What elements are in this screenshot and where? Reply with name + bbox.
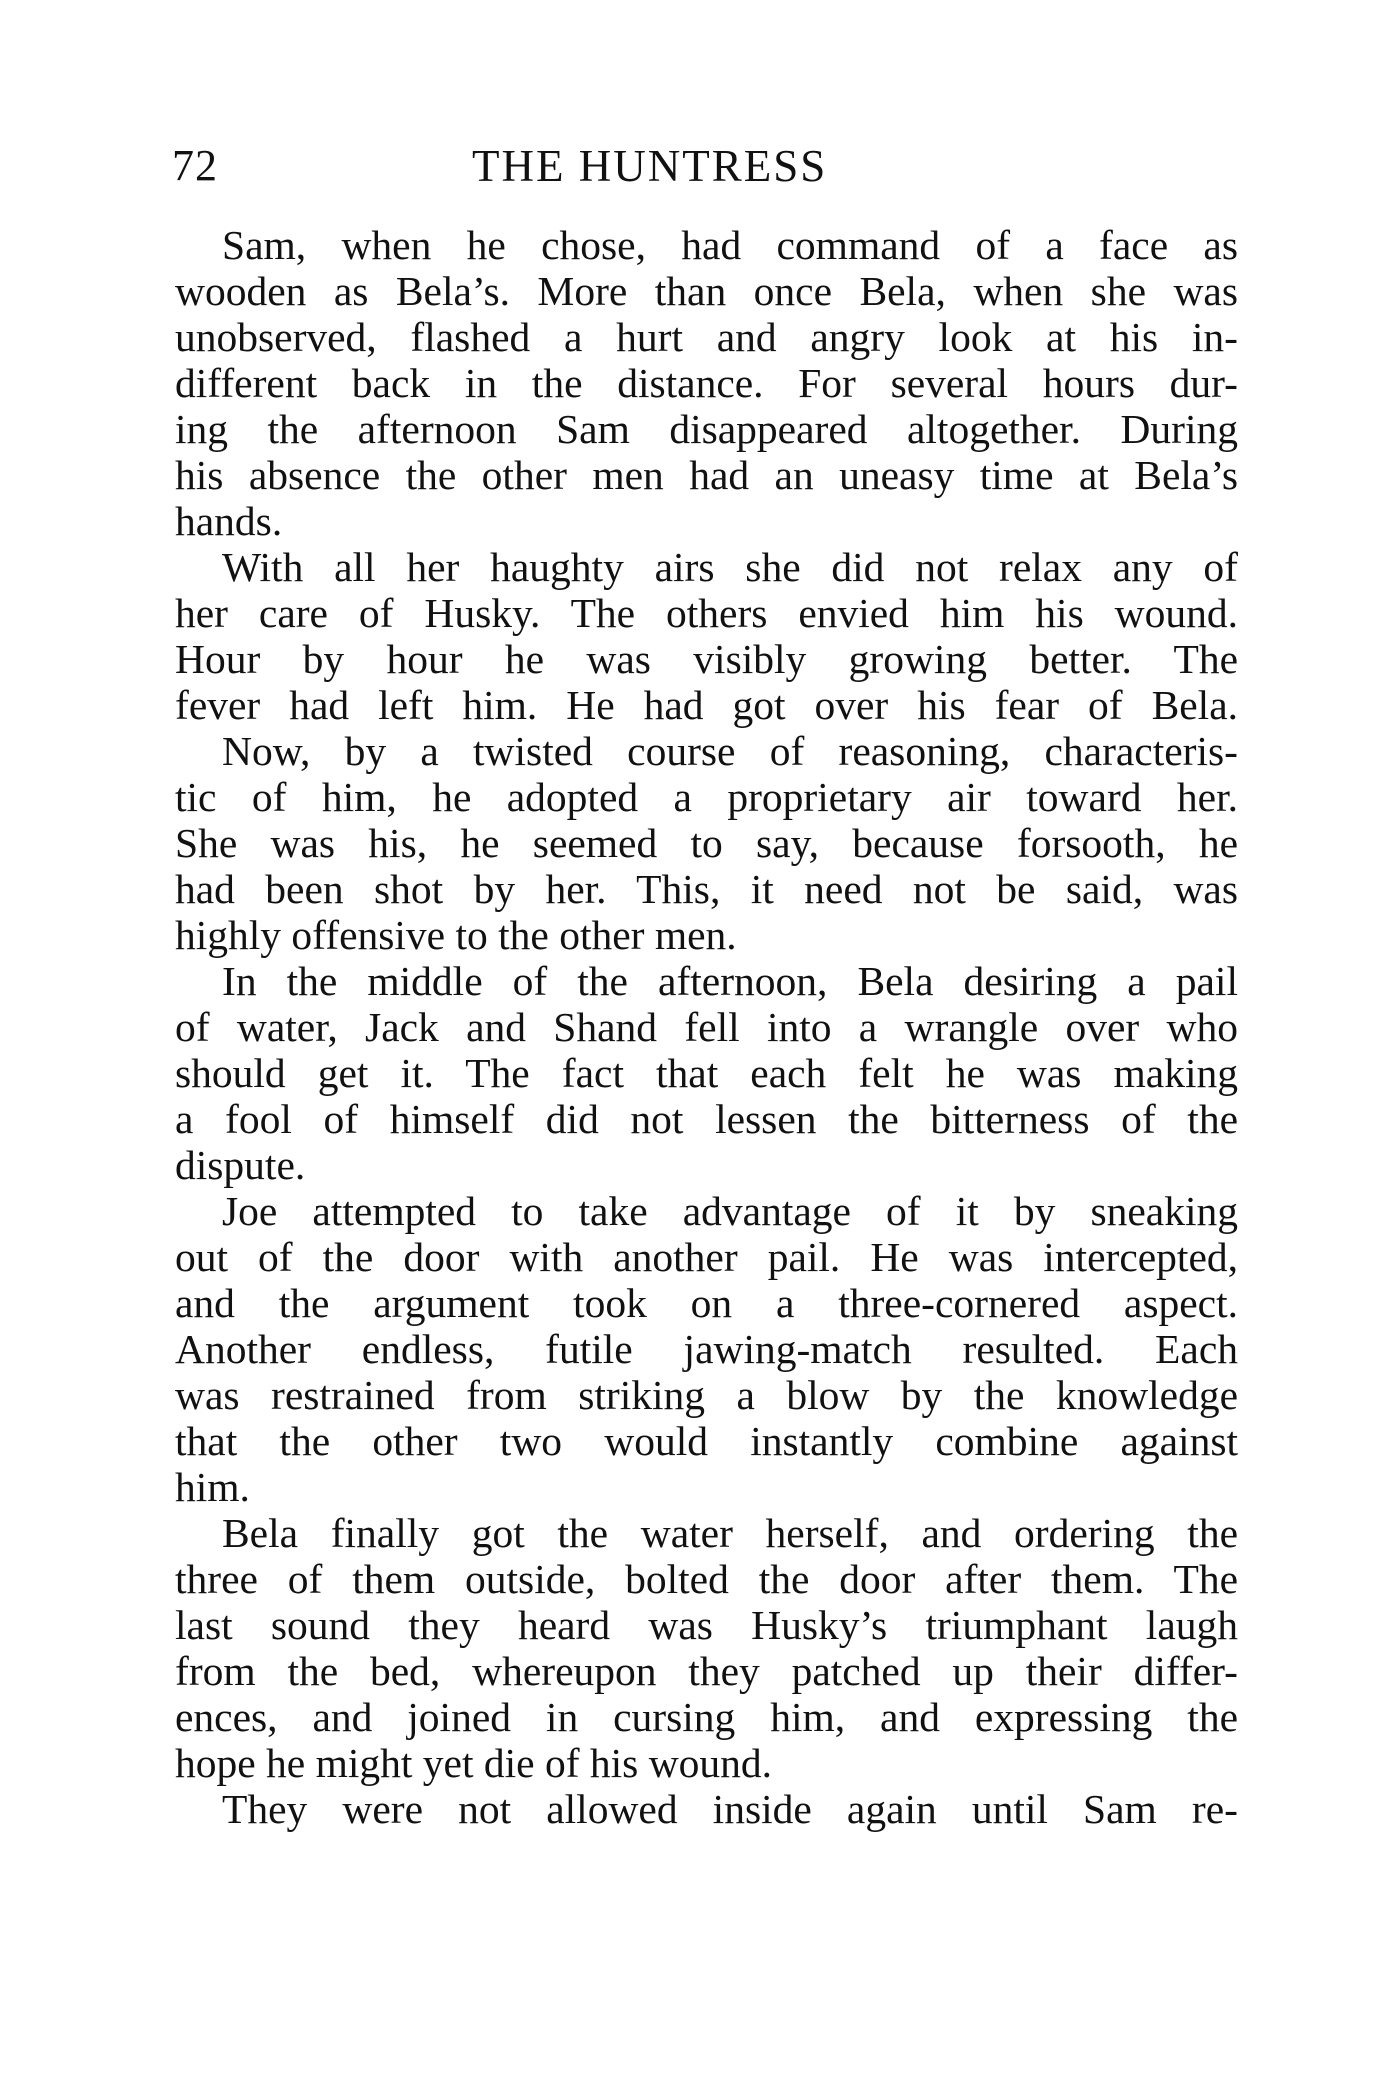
paragraph bbox=[175, 544, 1238, 728]
text-line: last sound they heard was Husky’s triumphant laugh bbox=[175, 1602, 1238, 1648]
text-line: hope he might yet die of his wound. bbox=[175, 1740, 773, 1786]
text-line: wooden as Bela’s. More than once Bela, when she was bbox=[175, 268, 1238, 314]
text-line: In the middle of the afternoon, Bela desiring a pail bbox=[222, 958, 1238, 1004]
text-line: tic of him, he adopted a proprietary air toward her. bbox=[175, 774, 1238, 820]
text-line: Bela finally got the water herself, and ordering the bbox=[222, 1510, 1238, 1556]
text-line: her care of Husky. The others envied him his wound. bbox=[175, 590, 1238, 636]
text-line: dispute. bbox=[175, 1142, 306, 1188]
paragraph bbox=[175, 1510, 1238, 1786]
text-line: highly offensive to the other men. bbox=[175, 912, 737, 958]
text-line: three of them outside, bolted the door after them. The bbox=[175, 1556, 1238, 1602]
text-line: of water, Jack and Shand fell into a wrangle over who bbox=[175, 1004, 1238, 1050]
page-header bbox=[172, 136, 1224, 196]
text-line: should get it. The fact that each felt he was making bbox=[175, 1050, 1238, 1096]
paragraph bbox=[175, 728, 1238, 958]
text-line: Hour by hour he was visibly growing better. The bbox=[175, 636, 1238, 682]
text-line: fever had left him. He had got over his fear of Bela. bbox=[175, 682, 1238, 728]
text-line: different back in the distance. For several hours dur- bbox=[175, 360, 1238, 406]
text-line: hands. bbox=[175, 498, 283, 544]
paragraph bbox=[175, 1188, 1238, 1510]
text-line: She was his, he seemed to say, because forsooth, he bbox=[175, 820, 1238, 866]
text-line: had been shot by her. This, it need not be said, was bbox=[175, 866, 1238, 912]
text-line: his absence the other men had an uneasy time at Bela’s bbox=[175, 452, 1238, 498]
text-line: Another endless, futile jawing-match resulted. Each bbox=[175, 1326, 1238, 1372]
text-line: ing the afternoon Sam disappeared altogether. During bbox=[175, 406, 1238, 452]
text-line: and the argument took on a three-cornered aspect. bbox=[175, 1280, 1238, 1326]
body-text bbox=[175, 222, 1238, 1832]
text-line: was restrained from striking a blow by the knowledge bbox=[175, 1372, 1238, 1418]
text-line: With all her haughty airs she did not relax any of bbox=[222, 544, 1238, 590]
text-line: Joe attempted to take advantage of it by sneaking bbox=[222, 1188, 1238, 1234]
text-line: Now, by a twisted course of reasoning, characteris- bbox=[222, 728, 1238, 774]
text-line: from the bed, whereupon they patched up their differ- bbox=[175, 1648, 1238, 1694]
paragraph bbox=[175, 958, 1238, 1188]
text-line: a fool of himself did not lessen the bitterness of the bbox=[175, 1096, 1238, 1142]
running-title: THE HUNTRESS bbox=[472, 141, 828, 191]
paragraph bbox=[175, 222, 1238, 544]
text-line: him. bbox=[175, 1464, 250, 1510]
text-line: out of the door with another pail. He was intercepted, bbox=[175, 1234, 1238, 1280]
page-number: 72 bbox=[172, 141, 218, 190]
text-line: that the other two would instantly combine against bbox=[175, 1418, 1238, 1464]
text-line: ences, and joined in cursing him, and expressing the bbox=[175, 1694, 1238, 1740]
text-line: They were not allowed inside again until Sam re- bbox=[222, 1786, 1238, 1832]
paragraph bbox=[175, 1786, 1238, 1832]
text-line: unobserved, flashed a hurt and angry look at his in- bbox=[175, 314, 1238, 360]
text-line: Sam, when he chose, had command of a face as bbox=[222, 222, 1238, 268]
